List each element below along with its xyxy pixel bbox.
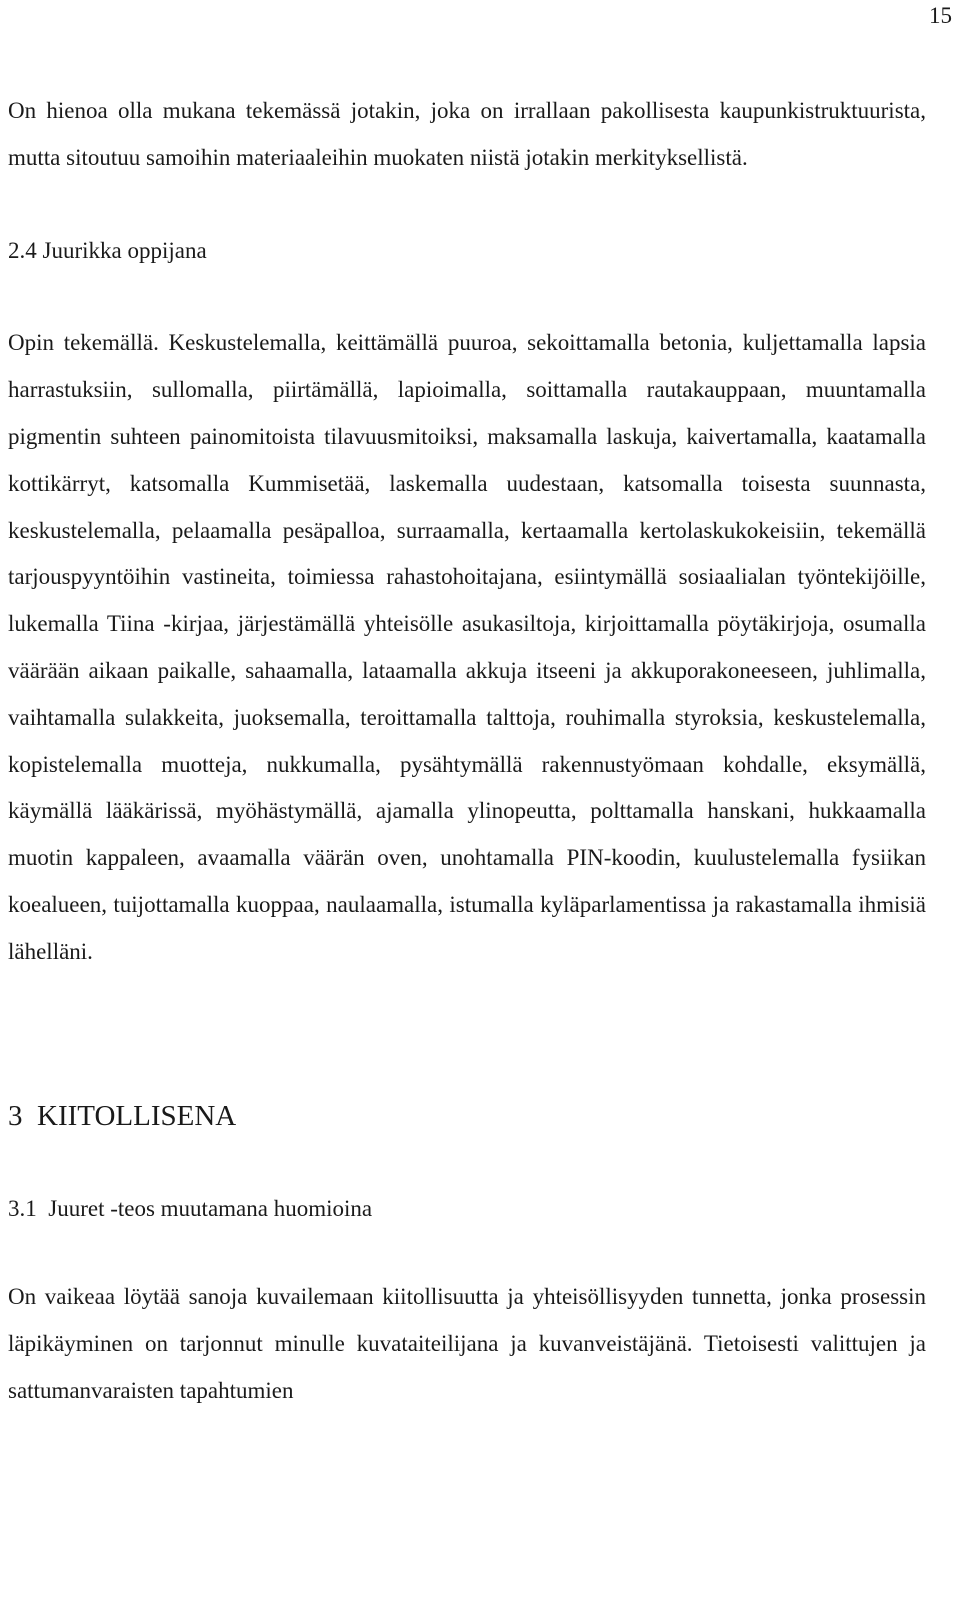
spacer bbox=[8, 182, 926, 228]
document-body bbox=[8, 88, 926, 1415]
page-number: 15 bbox=[929, 3, 952, 28]
spacer bbox=[8, 1136, 926, 1186]
intro-paragraph: On hienoa olla mukana tekemässä jotakin, joka on irrallaan pakollisesta kaupunkistruktuurista, mutta sitoutuu samoihin materiaaleihin muokaten niistä jotakin merkityksellistä. bbox=[8, 98, 926, 170]
spacer bbox=[8, 1232, 926, 1274]
section-2-4-paragraph: Opin tekemällä. Keskustelemalla, keittämällä puuroa, sekoittamalla betonia, kuljettamalla lapsia harrastuksiin, sullomalla, piirtämällä, lapioimalla, soittamalla rautakauppaan, muuntamalla pigmentin suhteen painomitoista tilavuusmitoiksi, maksamalla laskuja, kaivertamalla, kaatamalla kottikärryt, katsomalla Kummisetää, laskemalla uudestaan, katsomalla toisesta suunnasta, keskustelemalla, pelaamalla pesäpalloa, surraamalla, kertaamalla kertolaskukokeisiin, tekemällä tarjouspyyntöihin vastineita, toimiessa rahastohoitajana, esiintymällä sosiaalialan työntekijöille, lukemalla Tiina -kirjaa, järjestämällä yhteisölle asukasiltoja, kirjoittamalla pöytäkirjoja, osumalla väärään aikaan paikalle, sahaamalla, lataamalla akkuja itseeni ja akkuporakoneeseen, juhlimalla, vaihtamalla sulakkeita, juoksemalla, teroittamalla talttoja, rouhimalla styroksia, keskustelemalla, kopistelemalla muotteja, nukkumalla, pysähtymällä rakennustyömaan kohdalle, eksymällä, käymällä lääkärissä, myöhästymällä, ajamalla ylinopeutta, polttamalla hanskani, hukkaamalla muotin kappaleen, avaamalla väärän oven, unohtamalla PIN-koodin, kuulustelemalla fysiikan koealueen, tuijottamalla kuoppaa, naulaamalla, istumalla kyläparlamentissa ja rakastamalla ihmisiä lähelläni. bbox=[8, 330, 926, 964]
section-3-1-heading: 3.1 Juuret -teos muutamana huomioina bbox=[8, 1195, 373, 1221]
section-3-1-paragraph: On vaikeaa löytää sanoja kuvailemaan kiitollisuutta ja yhteisöllisyyden tunnetta, jonka prosessin läpikäyminen on tarjonnut minulle kuvataiteilijana ja kuvanveistäjänä. Tietoisesti valittujen ja sattumanvaraisten tapahtumien bbox=[8, 1284, 926, 1403]
spacer bbox=[8, 976, 926, 1096]
chapter-3-heading: 3 KIITOLLISENA bbox=[8, 1099, 237, 1132]
spacer bbox=[8, 274, 926, 320]
section-2-4-heading: 2.4 Juurikka oppijana bbox=[8, 237, 207, 263]
